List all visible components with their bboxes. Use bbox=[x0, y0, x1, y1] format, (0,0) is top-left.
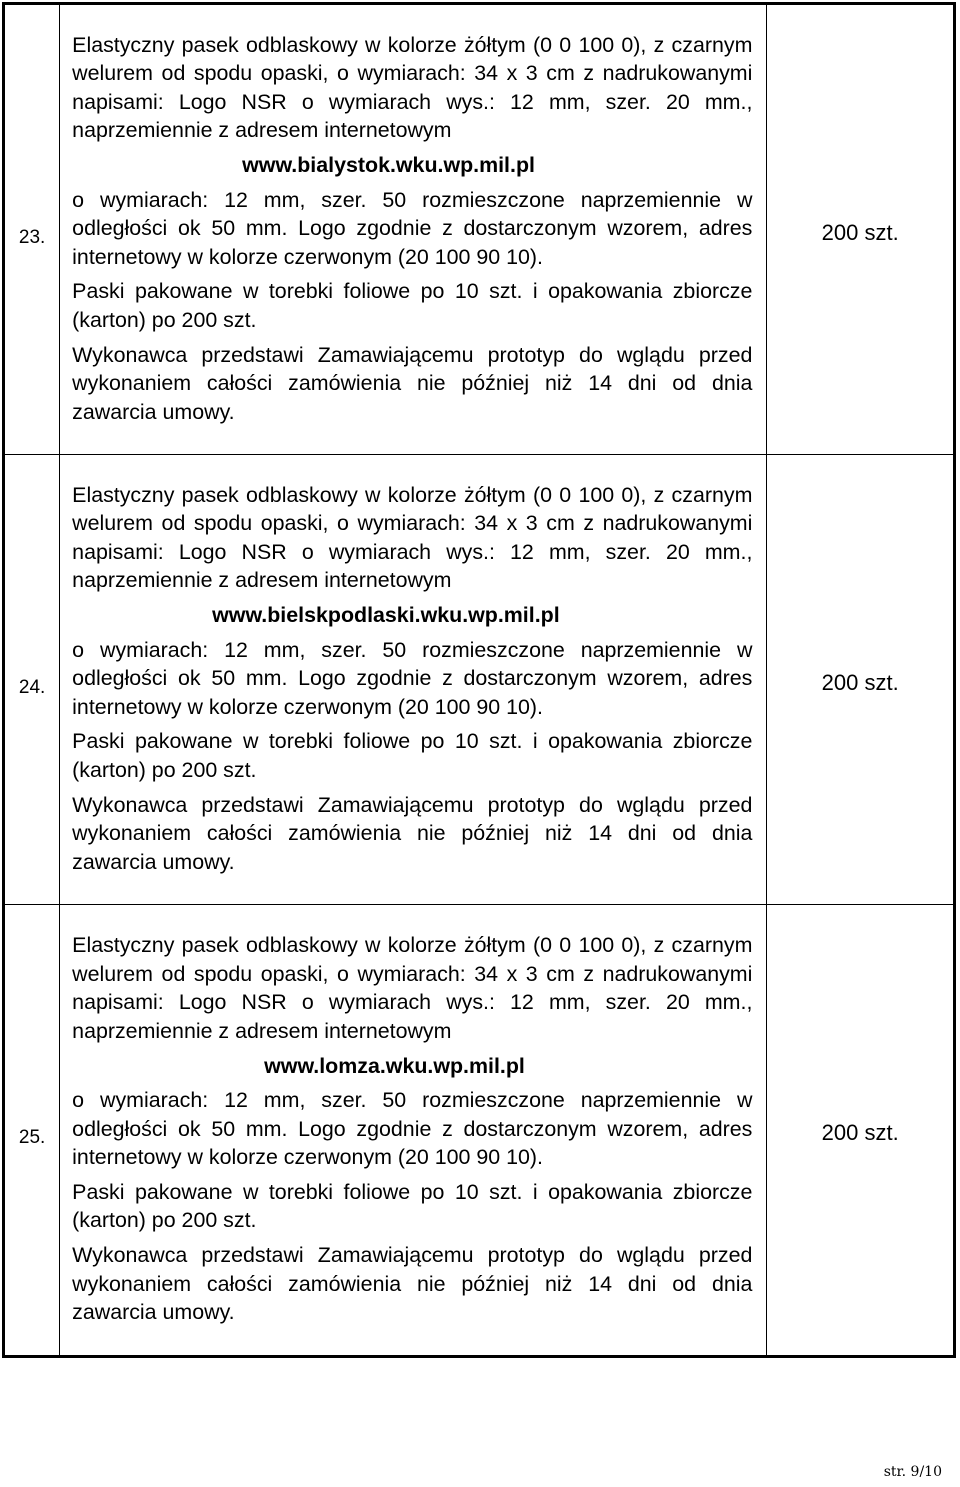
item-number: 23. bbox=[4, 4, 60, 455]
prototype-info: Wykonawca przedstawi Zamawiającemu prototyp do wglądu przed wykonaniem całości zamówienia nie później niż 14 dni od dnia zawarcia umowy. bbox=[72, 342, 753, 424]
item-number: 25. bbox=[4, 905, 60, 1357]
specification-table bbox=[2, 2, 956, 1358]
description-intro: Elastyczny pasek odblaskowy w kolorze żółtym (0 0 100 0), z czarnym welurem od spodu opaski, o wymiarach: 34 x 3 cm z nadrukowanymi napisami: Logo NSR o wymiarach wys.: 12 mm, szer. 20 mm., naprzemiennie z adresem internetowym bbox=[72, 32, 753, 143]
table-row bbox=[4, 905, 955, 1357]
website-url: www.lomza.wku.wp.mil.pl bbox=[264, 1053, 525, 1078]
website-url: www.bielskpodlaski.wku.wp.mil.pl bbox=[212, 603, 560, 628]
packaging-info: Paski pakowane w torebki foliowe po 10 szt. i opakowania zbiorcze (karton) po 200 szt. bbox=[72, 279, 753, 332]
prototype-info: Wykonawca przedstawi Zamawiającemu prototyp do wglądu przed wykonaniem całości zamówienia nie później niż 14 dni od dnia zawarcia umowy. bbox=[72, 1243, 753, 1325]
page-number: str. 9/10 bbox=[883, 1464, 942, 1480]
website-url: www.bialystok.wku.wp.mil.pl bbox=[242, 153, 535, 178]
prototype-info: Wykonawca przedstawi Zamawiającemu prototyp do wglądu przed wykonaniem całości zamówienia nie później niż 14 dni od dnia zawarcia umowy. bbox=[72, 792, 753, 874]
item-description bbox=[60, 4, 767, 455]
description-details: o wymiarach: 12 mm, szer. 50 rozmieszczone naprzemiennie w odległości ok 50 mm. Logo zgodnie z dostarczonym wzorem, adres internetowy w kolorze czerwonym (20 100 90 10). bbox=[72, 187, 753, 269]
description-details: o wymiarach: 12 mm, szer. 50 rozmieszczone naprzemiennie w odległości ok 50 mm. Logo zgodnie z dostarczonym wzorem, adres internetowy w kolorze czerwonym (20 100 90 10). bbox=[72, 637, 753, 719]
item-description bbox=[60, 905, 767, 1357]
description-intro: Elastyczny pasek odblaskowy w kolorze żółtym (0 0 100 0), z czarnym welurem od spodu opaski, o wymiarach: 34 x 3 cm z nadrukowanymi napisami: Logo NSR o wymiarach wys.: 12 mm, szer. 20 mm., naprzemiennie z adresem internetowym bbox=[72, 933, 753, 1043]
description-details: o wymiarach: 12 mm, szer. 50 rozmieszczone naprzemiennie w odległości ok 50 mm. Logo zgodnie z dostarczonym wzorem, adres internetowy w kolorze czerwonym (20 100 90 10). bbox=[72, 1088, 753, 1170]
table-row bbox=[4, 4, 955, 455]
item-quantity: 200 szt. bbox=[767, 905, 955, 1357]
packaging-info: Paski pakowane w torebki foliowe po 10 szt. i opakowania zbiorcze (karton) po 200 szt. bbox=[72, 1179, 753, 1233]
item-number: 24. bbox=[4, 455, 60, 905]
item-quantity: 200 szt. bbox=[767, 455, 955, 905]
item-description bbox=[60, 455, 767, 905]
description-intro: Elastyczny pasek odblaskowy w kolorze żółtym (0 0 100 0), z czarnym welurem od spodu opaski, o wymiarach: 34 x 3 cm z nadrukowanymi napisami: Logo NSR o wymiarach wys.: 12 mm, szer. 20 mm., naprzemiennie z adresem internetowym bbox=[72, 482, 753, 593]
item-quantity: 200 szt. bbox=[767, 4, 955, 455]
packaging-info: Paski pakowane w torebki foliowe po 10 szt. i opakowania zbiorcze (karton) po 200 szt. bbox=[72, 729, 753, 782]
table-row bbox=[4, 455, 955, 905]
